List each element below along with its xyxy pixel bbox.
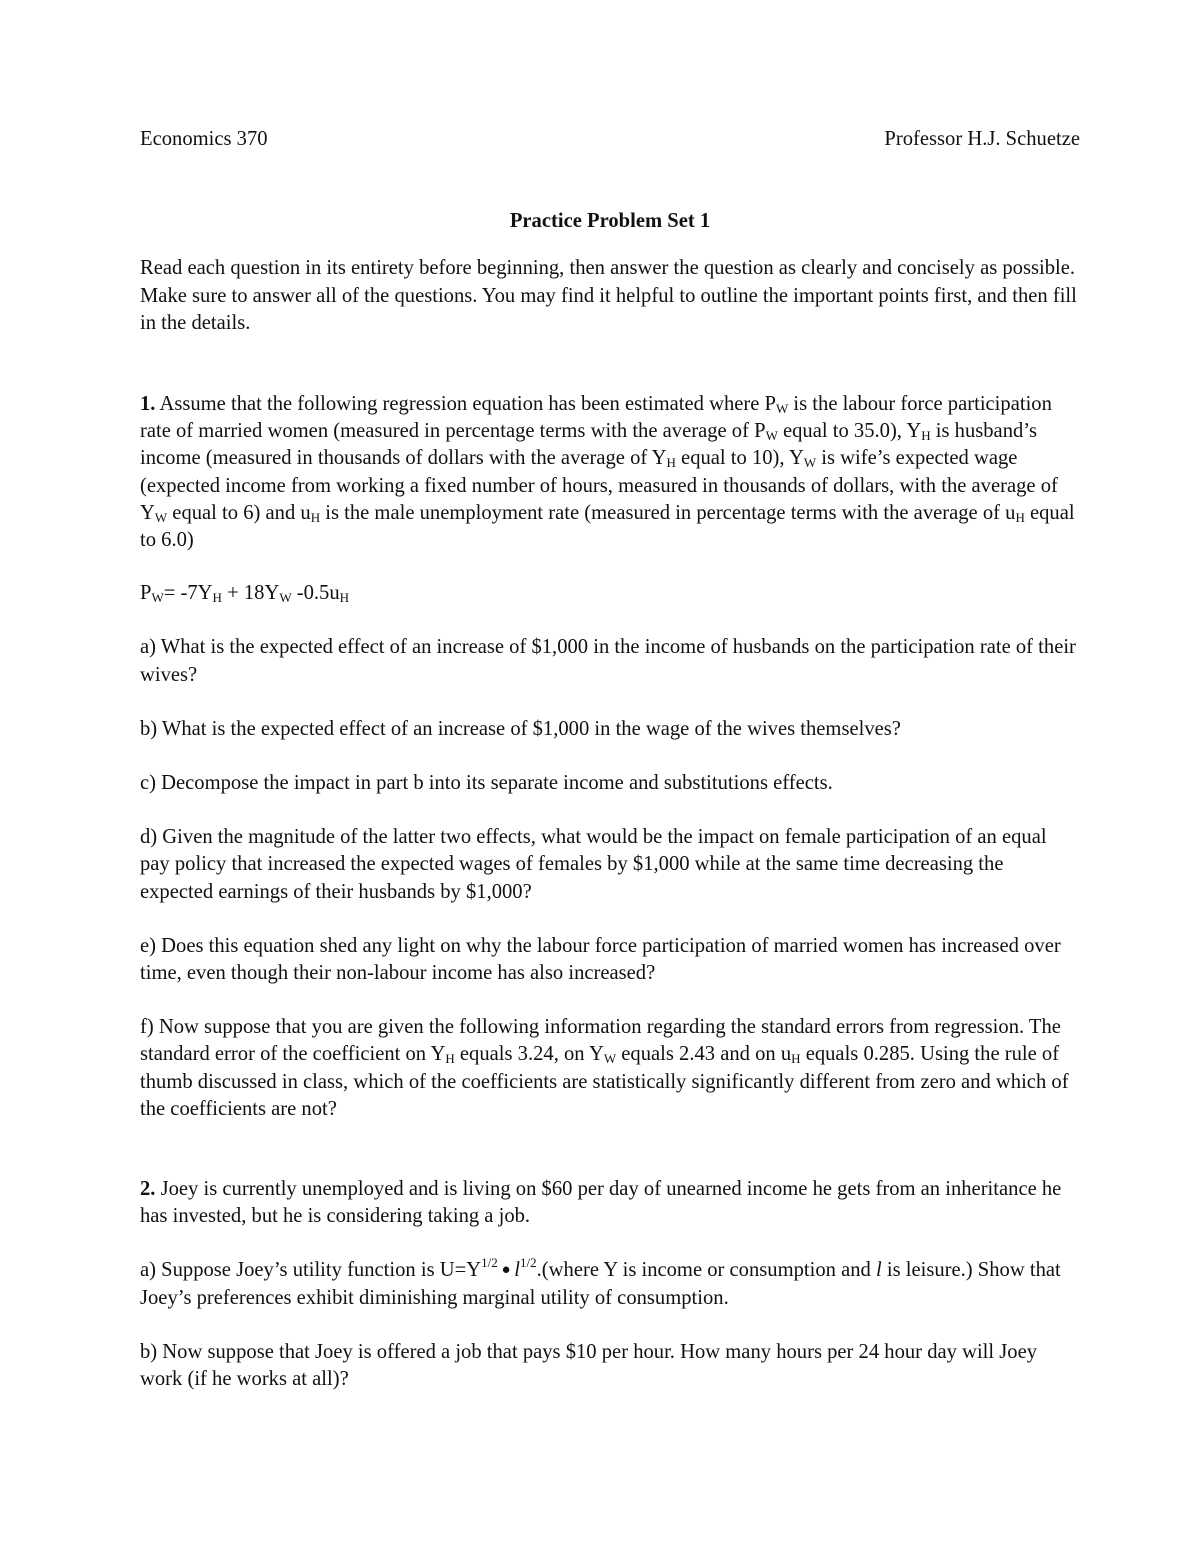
question-1-part-f (140, 1014, 1080, 1123)
instructions: Read each question in its entirety before beginning, then answer the question as clearly and concisely as possible. Make sure to answer all of the questions. You may find it helpful to outline the important points first, and then fill in the details. (140, 257, 1077, 334)
part-a-text: a) Suppose Joey’s utility function is U=Y (140, 1259, 482, 1282)
subscript: H (310, 509, 321, 525)
subscript: W (603, 1051, 617, 1067)
subscript: H (791, 1051, 801, 1067)
question-2-number: 2. (140, 1178, 156, 1201)
leisure-symbol: l (875, 1259, 882, 1282)
equation-term: + 18Y (221, 582, 280, 605)
q1-text: equal to 10), Y (675, 447, 804, 470)
document-header (140, 126, 1080, 153)
question-2-stem (140, 1176, 1080, 1230)
subscript: W (765, 428, 778, 444)
part-f-text: equals 0.285. Using the rule of thumb discussed in class, which of the coefficients are statistically significantly different from zero and which of the coefficients are not? (140, 1043, 1069, 1120)
question-2-part-b: b) Now suppose that Joey is offered a job that pays $10 per hour. How many hours per 24 hour day will Joey work (if he works at all)? (140, 1340, 1038, 1391)
q1-text: equal to 35.0), Y (777, 420, 922, 443)
part-f-text: equals 3.24, on Y (454, 1043, 604, 1066)
subscript: H (666, 455, 676, 471)
q1-text: is the labour force participation rate of married women (measured in percentage terms with the average of P (140, 393, 1052, 443)
q1-text: Assume that the following regression equation has been estimated where P (155, 393, 776, 416)
part-f-text: equals 2.43 and on u (616, 1043, 792, 1066)
leisure-symbol: l (514, 1259, 521, 1282)
q1-text: is wife’s expected wage (expected income from working a fixed number of hours, measured in thousands of dollars, with the average of Y (140, 447, 1058, 524)
subscript: W (154, 509, 168, 525)
subscript: W (803, 455, 817, 471)
question-2-part-a (140, 1257, 1080, 1311)
document-title: Practice Problem Set 1 (509, 210, 711, 233)
equation-term: -0.5u (291, 582, 340, 605)
superscript: 1/2 (481, 1255, 498, 1271)
q1-text: is husband’s income (measured in thousands of dollars with the average of Y (140, 420, 1038, 470)
question-1-number: 1. (140, 393, 156, 416)
q1-text: is the male unemployment rate (measured in percentage terms with the average of u (320, 501, 1016, 524)
subscript: W (151, 590, 164, 606)
equation-term: P (140, 582, 152, 605)
subscript: H (1015, 509, 1025, 525)
q1-text: equal to 6.0) (140, 501, 1075, 552)
subscript: H (445, 1051, 455, 1067)
part-a-text: is leisure.) Show that Joey’s preferences exhibit diminishing marginal utility of consumption. (140, 1259, 1061, 1309)
question-1-part-d: d) Given the magnitude of the latter two effects, what would be the impact on female participation of an equal pay policy that increased the expected wages of females by $1,000 while at the same time decreasing the expected earnings of their husbands by $1,000? (140, 826, 1047, 903)
superscript: 1/2 (520, 1255, 537, 1271)
q1-text: equal to 6) and u (167, 501, 311, 524)
part-f-text: f) Now suppose that you are given the following information regarding the standard errors from regression. The standard error of the coefficient on Y (140, 1016, 1061, 1066)
subscript: H (339, 590, 350, 606)
part-a-text: .(where Y is income or consumption and (536, 1259, 876, 1282)
document-page (140, 126, 1080, 1420)
subscript: H (212, 590, 222, 606)
q2-text: Joey is currently unemployed and is living on $60 per day of unearned income he gets from an inheritance he has invested, but he is considering taking a job. (140, 1178, 1062, 1228)
professor-name: Professor H.J. Schuetze (884, 128, 1080, 150)
equation-term: = -7Y (163, 582, 213, 605)
bullet-operator-icon: ● (497, 1262, 515, 1279)
question-1-part-b: b) What is the expected effect of an increase of $1,000 in the wage of the wives themselves? (140, 717, 901, 740)
subscript: W (775, 401, 789, 417)
course-name: Economics 370 (140, 128, 268, 150)
question-1-part-c: c) Decompose the impact in part b into its separate income and substitutions effects. (140, 772, 833, 795)
subscript: H (921, 428, 931, 444)
question-1-stem (140, 391, 1080, 554)
subscript: W (279, 590, 292, 606)
regression-equation (140, 580, 1080, 607)
question-1-part-e: e) Does this equation shed any light on why the labour force participation of married women has increased over time, even though their non-labour income has also increased? (140, 934, 1061, 985)
question-1-part-a: a) What is the expected effect of an increase of $1,000 in the income of husbands on the participation rate of their wives? (140, 636, 1076, 686)
